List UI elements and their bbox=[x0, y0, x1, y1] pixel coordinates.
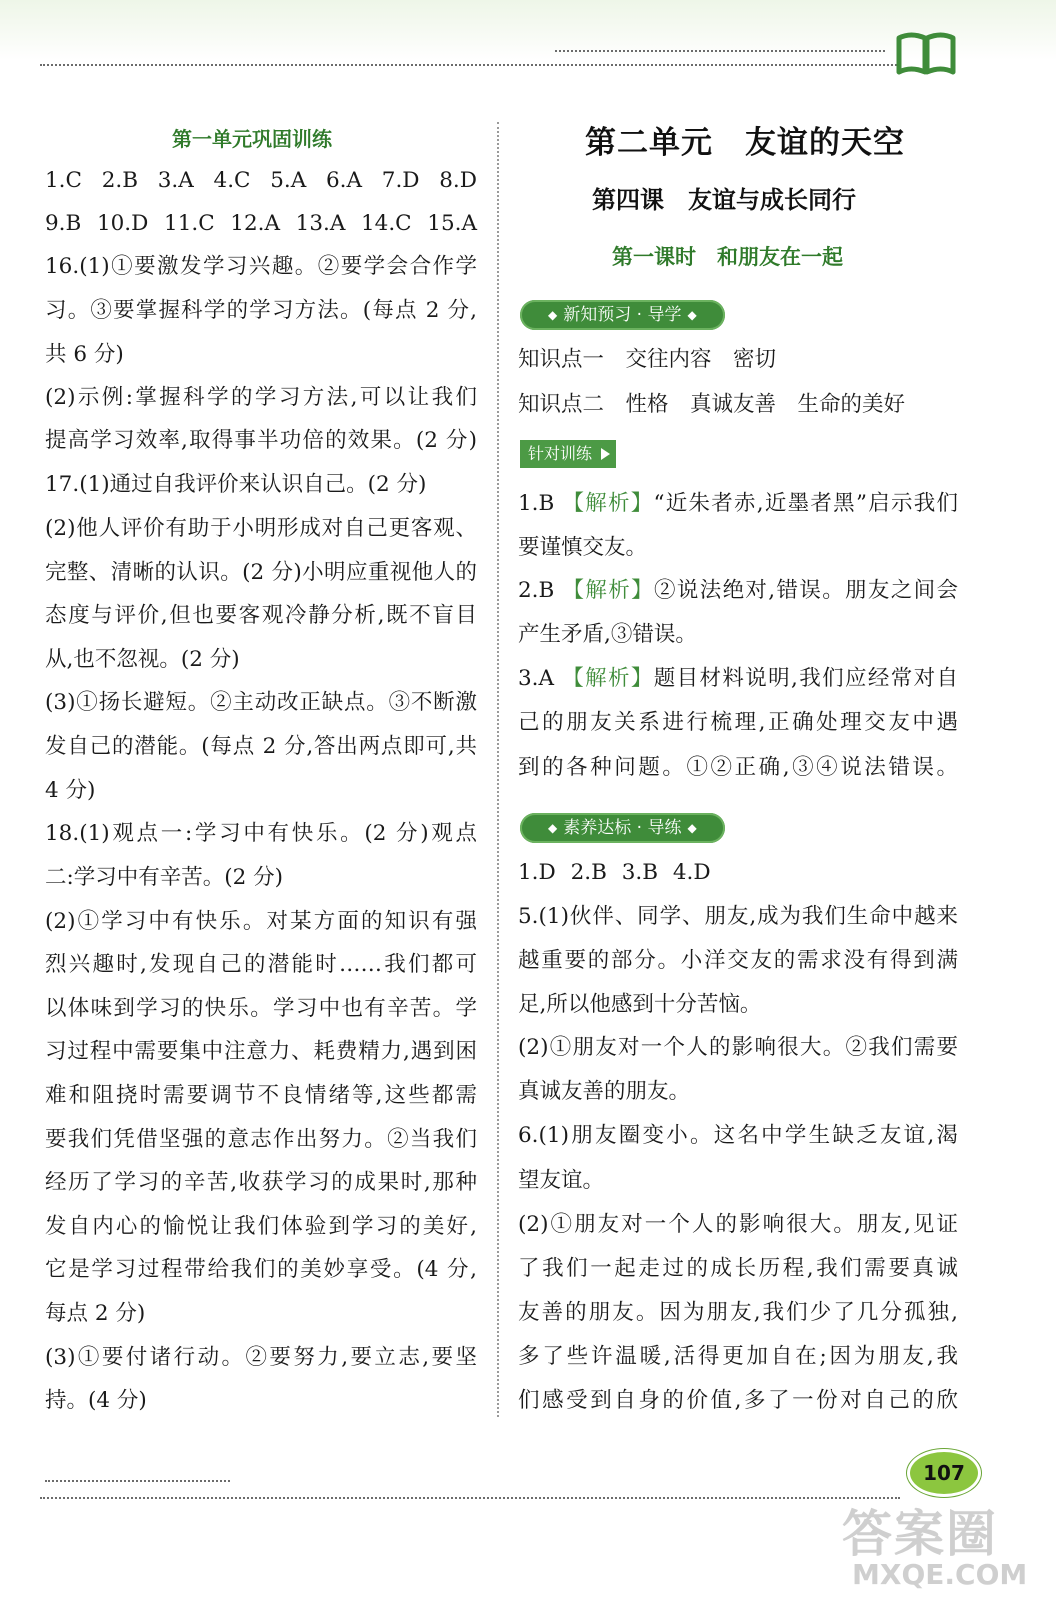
answer-line: 二:学习中有辛苦。(2 分) bbox=[45, 865, 284, 890]
answer-line: 态度与评价,但也要客观冷静分析,既不盲目 bbox=[45, 603, 477, 628]
answer-line: 足,所以他感到十分苦恼。 bbox=[518, 992, 762, 1017]
answer-line: 4 分) bbox=[45, 778, 96, 803]
question-number: 2.B bbox=[518, 578, 555, 603]
answer-line: 多了些许温暖,活得更加自在;因为朋友,我 bbox=[518, 1344, 958, 1369]
answer-line: 习。③要掌握科学的学习方法。(每点 2 分, bbox=[45, 298, 477, 323]
answer-line: (2)示例:掌握科学的学习方法,可以让我们 bbox=[45, 385, 477, 410]
answer-line: 友善的朋友。因为朋友,我们少了几分孤独, bbox=[518, 1300, 958, 1325]
diamond-icon: ◆ bbox=[687, 821, 697, 835]
diamond-icon: ◆ bbox=[687, 308, 697, 322]
analysis-tag: 【解析】 bbox=[562, 666, 654, 691]
answer-line: 们感受到自身的价值,多了一份对自己的欣 bbox=[518, 1388, 958, 1413]
period-title: 第一课时 和朋友在一起 bbox=[612, 245, 843, 269]
answer-line: 共 6 分) bbox=[45, 342, 124, 367]
watermark-logo: 答案圈 bbox=[842, 1505, 998, 1563]
analysis-line bbox=[518, 493, 958, 515]
watermark-url: MXQE.COM bbox=[852, 1558, 1028, 1591]
book-icon bbox=[895, 28, 957, 76]
question-number: 1.B bbox=[518, 491, 555, 516]
tag-targeted-training bbox=[520, 440, 616, 468]
footer-dotted-rule bbox=[40, 1497, 900, 1499]
knowledge-content: 交往内容 密切 bbox=[625, 347, 777, 372]
badge-practice bbox=[520, 813, 725, 843]
knowledge-label: 知识点一 bbox=[518, 347, 605, 372]
watermark bbox=[830, 1494, 1050, 1594]
page-number: 107 bbox=[910, 1452, 978, 1494]
answer-line: 了我们一起走过的成长历程,我们需要真诚 bbox=[518, 1256, 958, 1281]
header-dotted-rule bbox=[40, 64, 900, 66]
answer-line: 烈兴趣时,发现自己的潜能时……我们都可 bbox=[45, 952, 477, 977]
tag-label: 针对训练 bbox=[528, 444, 593, 463]
question-number: 3.A bbox=[518, 666, 555, 691]
play-arrow-icon bbox=[601, 448, 610, 460]
answer-line: 每点 2 分) bbox=[45, 1301, 146, 1326]
answer-line: 难和阻挠时需要调节不良情绪等,这些都需 bbox=[45, 1083, 477, 1108]
analysis-text: 题目材料说明,我们应经常对自 bbox=[653, 666, 958, 691]
answer-line: 18.(1)观点一:学习中有快乐。(2 分)观点 bbox=[45, 821, 477, 846]
answer-line: 5.(1)伙伴、同学、朋友,成为我们生命中越来 bbox=[518, 904, 958, 929]
analysis-tag: 【解析】 bbox=[562, 491, 654, 516]
knowledge-content: 性格 真诚友善 生命的美好 bbox=[625, 392, 906, 417]
answer-line: (3)①扬长避短。②主动改正缺点。③不断激 bbox=[45, 690, 477, 715]
answer-line: 17.(1)通过自我评价来认识自己。(2 分) bbox=[45, 472, 427, 497]
choice-answers: 1.D 2.B 3.B 4.D bbox=[518, 860, 711, 885]
answer-line: 从,也不忽视。(2 分) bbox=[45, 647, 240, 672]
answer-line: 提高学习效率,取得事半功倍的效果。(2 分) bbox=[45, 428, 477, 453]
answer-line: 1.C 2.B 3.A 4.C 5.A 6.A 7.D 8.D bbox=[45, 168, 477, 193]
analysis-line bbox=[518, 668, 958, 690]
answer-line: 发自内心的愉悦让我们体验到学习的美好, bbox=[45, 1214, 477, 1239]
analysis-line: 己的朋友关系进行梳理,正确处理交友中遇 bbox=[518, 710, 958, 735]
section-title: 第一单元巩固训练 bbox=[172, 127, 332, 151]
analysis-line: 到的各种问题。①②正确,③④说法错误。 bbox=[518, 755, 958, 780]
unit-title: 第二单元 友谊的天空 bbox=[585, 125, 905, 161]
header-dotted-rule-short bbox=[555, 50, 885, 52]
answer-line: 持。(4 分) bbox=[45, 1388, 147, 1413]
answer-line: 真诚友善的朋友。 bbox=[518, 1079, 691, 1104]
badge-label: 新知预习 · 导学 bbox=[563, 305, 682, 325]
footer-dotted-rule-short bbox=[45, 1480, 230, 1482]
knowledge-point-1 bbox=[518, 349, 958, 371]
answer-line: 完整、清晰的认识。(2 分)小明应重视他人的 bbox=[45, 560, 477, 585]
badge-preview bbox=[520, 300, 725, 330]
answer-line: 经历了学习的辛苦,收获学习的成果时,那种 bbox=[45, 1170, 477, 1195]
answer-line: (2)①学习中有快乐。对某方面的知识有强 bbox=[45, 909, 477, 934]
answer-line: (3)①要付诸行动。②要努力,要立志,要坚 bbox=[45, 1345, 477, 1370]
answer-line: (2)①朋友对一个人的影响很大。朋友,见证 bbox=[518, 1212, 958, 1237]
answer-line: 越重要的部分。小洋交友的需求没有得到满 bbox=[518, 948, 958, 973]
diamond-icon: ◆ bbox=[548, 821, 558, 835]
knowledge-label: 知识点二 bbox=[518, 392, 605, 417]
analysis-line bbox=[518, 580, 958, 602]
answer-line: 9.B 10.D 11.C 12.A 13.A 14.C 15.A bbox=[45, 211, 477, 236]
badge-label: 素养达标 · 导练 bbox=[563, 818, 682, 838]
lesson-title: 第四课 友谊与成长同行 bbox=[592, 185, 856, 214]
answer-line: 它是学习过程带给我们的美妙享受。(4 分, bbox=[45, 1257, 477, 1282]
answer-line: 6.(1)朋友圈变小。这名中学生缺乏友谊,渴 bbox=[518, 1123, 958, 1148]
diamond-icon: ◆ bbox=[548, 308, 558, 322]
answer-line: (2)①朋友对一个人的影响很大。②我们需要 bbox=[518, 1035, 958, 1060]
analysis-text: ②说法绝对,错误。朋友之间会 bbox=[653, 578, 958, 603]
answer-line: 习过程中需要集中注意力、耗费精力,遇到困 bbox=[45, 1039, 477, 1064]
analysis-line: 要谨慎交友。 bbox=[518, 535, 648, 560]
knowledge-point-2 bbox=[518, 394, 958, 416]
answer-line: 16.(1)①要激发学习兴趣。②要学会合作学 bbox=[45, 254, 477, 279]
answer-line: (2)他人评价有助于小明形成对自己更客观、 bbox=[45, 516, 477, 541]
analysis-text: “近朱者赤,近墨者黑”启示我们 bbox=[653, 491, 958, 516]
column-divider bbox=[497, 122, 499, 1417]
answer-line: 望友谊。 bbox=[518, 1168, 605, 1193]
answer-line: 以体味到学习的快乐。学习中也有辛苦。学 bbox=[45, 996, 477, 1021]
analysis-line: 产生矛盾,③错误。 bbox=[518, 622, 697, 647]
answer-line: 要我们凭借坚强的意志作出努力。②当我们 bbox=[45, 1127, 477, 1152]
answer-line: 发自己的潜能。(每点 2 分,答出两点即可,共 bbox=[45, 734, 477, 759]
analysis-tag: 【解析】 bbox=[562, 578, 654, 603]
